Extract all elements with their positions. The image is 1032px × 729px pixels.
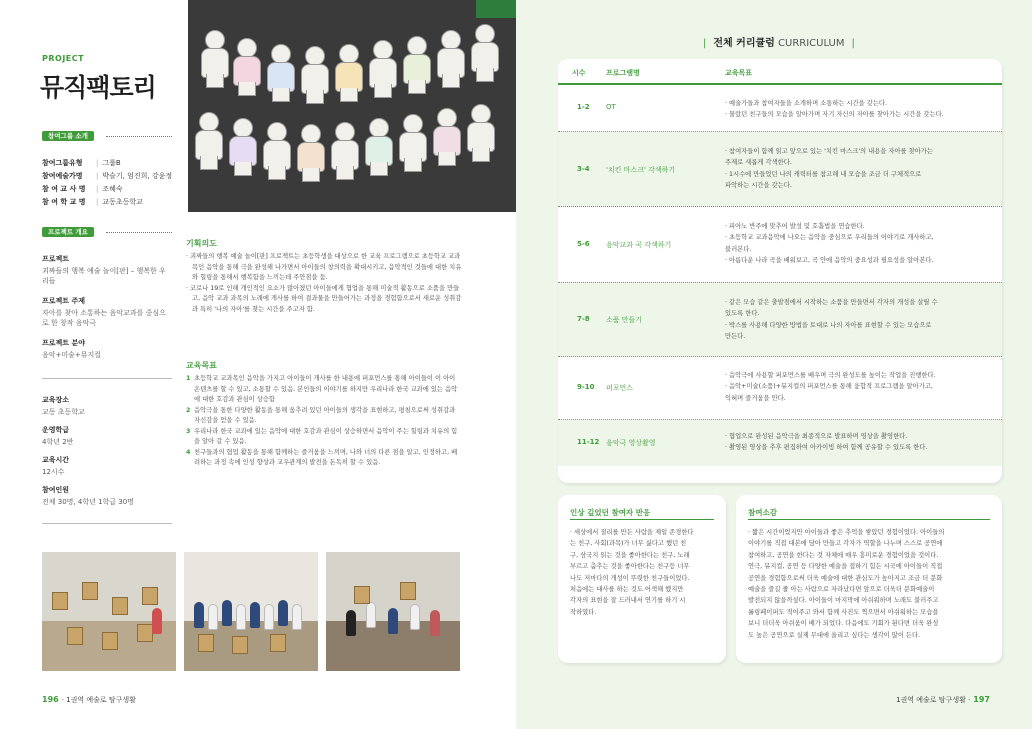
project-label: PROJECT <box>42 54 85 63</box>
table-header: 시수 프로그램명 교육목표 <box>558 59 1002 85</box>
overview-field: 프로젝트 분야 음악+미술+뮤지컬 <box>42 339 102 359</box>
plan-heading: 기획의도 <box>186 239 217 248</box>
divider <box>42 523 172 524</box>
overview-theme: 프로젝트 주제 자아를 찾아 소통하는 음악교과를 중심으로 한 창작 음악극 <box>42 297 166 327</box>
detail-class: 운영학급 4학년 2반 <box>42 426 74 446</box>
curriculum-title: | 전체 커리큘럼 CURRICULUM | <box>703 38 855 49</box>
overview-section-tag: 프로젝트 개요 <box>42 227 94 237</box>
impression-text: · 짧은 시간이었지만 아이들과 좋은 추억을 쌓았던 경험이었다. 아이들의 이야기를 직접 대본에 담아 만들고 각자가 역할을 나누며 스스로 공연에 참여하고, 공연을 한다는 것 자체에 매우 흥미로운 경험이었을 것이다. 연극, 뮤지컬, 공연 등 다양한 예술을 접하기 힘든 시국에 아이들이 직접 공연을 경험함으로써 더욱 예술에 대한 관심도가 높아지고 조금 더 문화 예술을 즐길 줄 아는 사람으로 자라났다면 앞으로 더욱더 문화예술이 발전되지 않을까싶다. 아이들이 마지막에 아쉬워하며 노래도 불러주고 롤링페이퍼도 적어주고 와서 함께 사진도 찍으면서 아쉬워하는 모습을 보니 더더욱 아쉬움이 배가 되었다. 다음에도 기회가 된다면 더욱 완성 도 높은 공연으로 실제 무대에 올리고 싶다는 생각이 많이 든다. <box>748 529 945 639</box>
group-info-row: 참여그룹유형 | 그룹B <box>42 159 121 167</box>
goal-item: 4 친구들과의 협업 활동을 통해 함께하는 즐거움을 느끼며, 나와 너의 다른 점을 알고, 인정하고, 배려하는 과정 속에 인성 향상과 교우관계의 발전을 돈독히 할 수 있음. <box>186 448 458 466</box>
table-row: 11-12 음악극 영상촬영 · 협업으로 완성된 음악극을 최종적으로 발표하며 영상을 촬영한다. · 촬영된 영상을 추후 편집하여 아카이빙 하여 함께 공유할 수 있도록 한다. <box>558 420 1002 466</box>
left-footer: 196 · 1권역 예술로 탐구생활 <box>42 695 136 704</box>
detail-participants: 참여인원 전체 30명, 4학년 1학급 30명 <box>42 486 134 506</box>
participant-reaction-card <box>558 495 726 663</box>
performance-photo <box>326 552 460 671</box>
goal-item: 2 음악극을 통한 다양한 활동을 통해 움추려 있던 아이들의 생각을 표현하고, 평침으로써 성취감과 자신감을 얻을 수 있음. <box>186 406 456 424</box>
overview-project: 프로젝트 괴짜들의 행복 예술 놀이[판] – 행복한 우리들 <box>42 255 166 285</box>
divider <box>748 519 990 520</box>
divider <box>570 519 714 520</box>
goal-item: 3 우리나라 한국 교과에 있는 음악에 대한 호감과 관심이 상승하면서 음악이 주는 힐링과 치유의 힘을 알아 갈 수 있음. <box>186 427 458 445</box>
goal-item: 1 초등학교 교과목인 음악을 가지고 아이들이 개사를 한 내용에 퍼포먼스를 통해 아이들이 이 아이온텐츠를 할 수 있고, 소통할 수 있음. 본인들의 이야기를 하지만 우리나라 한국 교과에 있는 음악에 대한 호감과 관심이 상승함 <box>186 375 458 403</box>
paper-dolls-photo <box>188 0 516 212</box>
table-row: 7-8 소품 만들기 · 같은 모습 같은 출발점에서 시작하는 소품을 만들면서 각자의 개성을 살릴 수 있도록 한다. · 박스를 사용해 다양한 방법을 토대로 나의 자아를 표현할 수 있는 모습으로 만든다. <box>558 283 1002 357</box>
group-info-row: 참 여 학 교 명 | 교동초등학교 <box>42 198 143 206</box>
goal-heading: 교육목표 <box>186 361 217 370</box>
classroom-photo <box>42 552 176 671</box>
group-photo <box>184 552 318 671</box>
group-section-tag: 참여그룹 소개 <box>42 131 94 141</box>
detail-place: 교육장소 교동 초등학교 <box>42 396 85 416</box>
table-row: 1-2 OT · 예술가들과 참여자들을 소개하며 소통하는 시간을 갖는다. · 물랐던 친구들의 모습을 알아가며 자기 자신의 자아를 찾아가는 시간을 갖는다. <box>558 87 1002 132</box>
detail-hours: 교육시간 12시수 <box>42 456 70 476</box>
curriculum-table <box>558 59 1002 483</box>
reaction-heading: 인상 깊었던 참여자 반응 <box>570 508 651 517</box>
right-footer: 1권역 예술로 탐구생활 · 197 <box>896 695 990 704</box>
group-info-row: 참 여 교 사 명 | 조혜숙 <box>42 185 123 193</box>
divider <box>42 378 172 379</box>
reaction-text: · 세상에서 절리를 만든 사람을 제일 존경한다 는 친구, 사회(과목)가 너무 싫다고 했던 친 구, 삼국지 읽는 것을 좋아한다는 친구, 노래 부르고 춤추는 것을 좋아한다는 친구등 너무 나도 저마다의 개성이 뚜렷한 친구들이었다. 처음에는 대사를 하는 것도 어색해 했지만 각자의 표현을 잘 드러내서 연기를 하기 시 작하였다. <box>570 529 694 616</box>
goal-list <box>186 374 458 469</box>
group-info-row: 참여예술가명 | 박슬기, 엄진희, 강윤정 <box>42 172 173 180</box>
divider <box>106 136 172 137</box>
table-row: 5-6 음악교과 곡 각색하기 · 피아노 반주에 맞추어 발성 및 호흡법을 연습한다. · 초등학교 교과음악에 나오는 음악을 중심으로 우리들의 이야기로 개사하고, 불러본다. · 아름다운 나라 곡을 배워보고, 곡 안에 음악의 중요성과 필요성을 알아본다. <box>558 207 1002 283</box>
page-title: 뮤직팩토리 <box>40 73 156 102</box>
table-row: 3-4 '치킨 마스크' 각색하기 · 참여자들이 함께 읽고 앞으로 있는 '치킨 마스크'의 내용을 자아를 찾아가는 주제로 새롭게 각색한다. · 1시수에 만들었던 나의 캐릭터를 참고해 내 모습을 조금 더 구체적으로 파악하는 시간을 갖는다. <box>558 132 1002 207</box>
divider <box>106 232 172 233</box>
participation-review-card <box>736 495 1002 663</box>
table-row: 9-10 퍼포먼스 · 음악극에 사용할 퍼포먼스를 배우며 극의 완성도를 높이는 작업을 진행한다. · 음악+미술(소품)+뮤지컬의 퍼포먼스를 통해 융합적 프로그램을 알아가고, 익혀며 즐거움을 안다. <box>558 357 1002 420</box>
plan-text: · 괴짜들의 행복 예술 놀이[판] 프로젝트는 초등학생을 대상으로 한 교육 프로그램으로 초등학교 교과목인 음악을 통해 극을 완성해 나가면서 아이들의 창의력을 확대시키고, 음악적인 것들에 대한 치유와 힐링을 통해서 행복함을 느끼는데 주안점을 둠. · 코로나 19로 인해 개인적인 요소가 많아졌던 아이들에게 협업을 통해 미술적 활동으로 소품을 만들고, 음악 교과 과목의 노래에 개사를 하여 결과물을 만들어가는 과정을 경험함으로서 새로운 성취감과 특히 '나의 자아'를 찾는 시간을 주고자 함. <box>186 253 462 313</box>
impression-heading: 참여소감 <box>748 508 777 517</box>
